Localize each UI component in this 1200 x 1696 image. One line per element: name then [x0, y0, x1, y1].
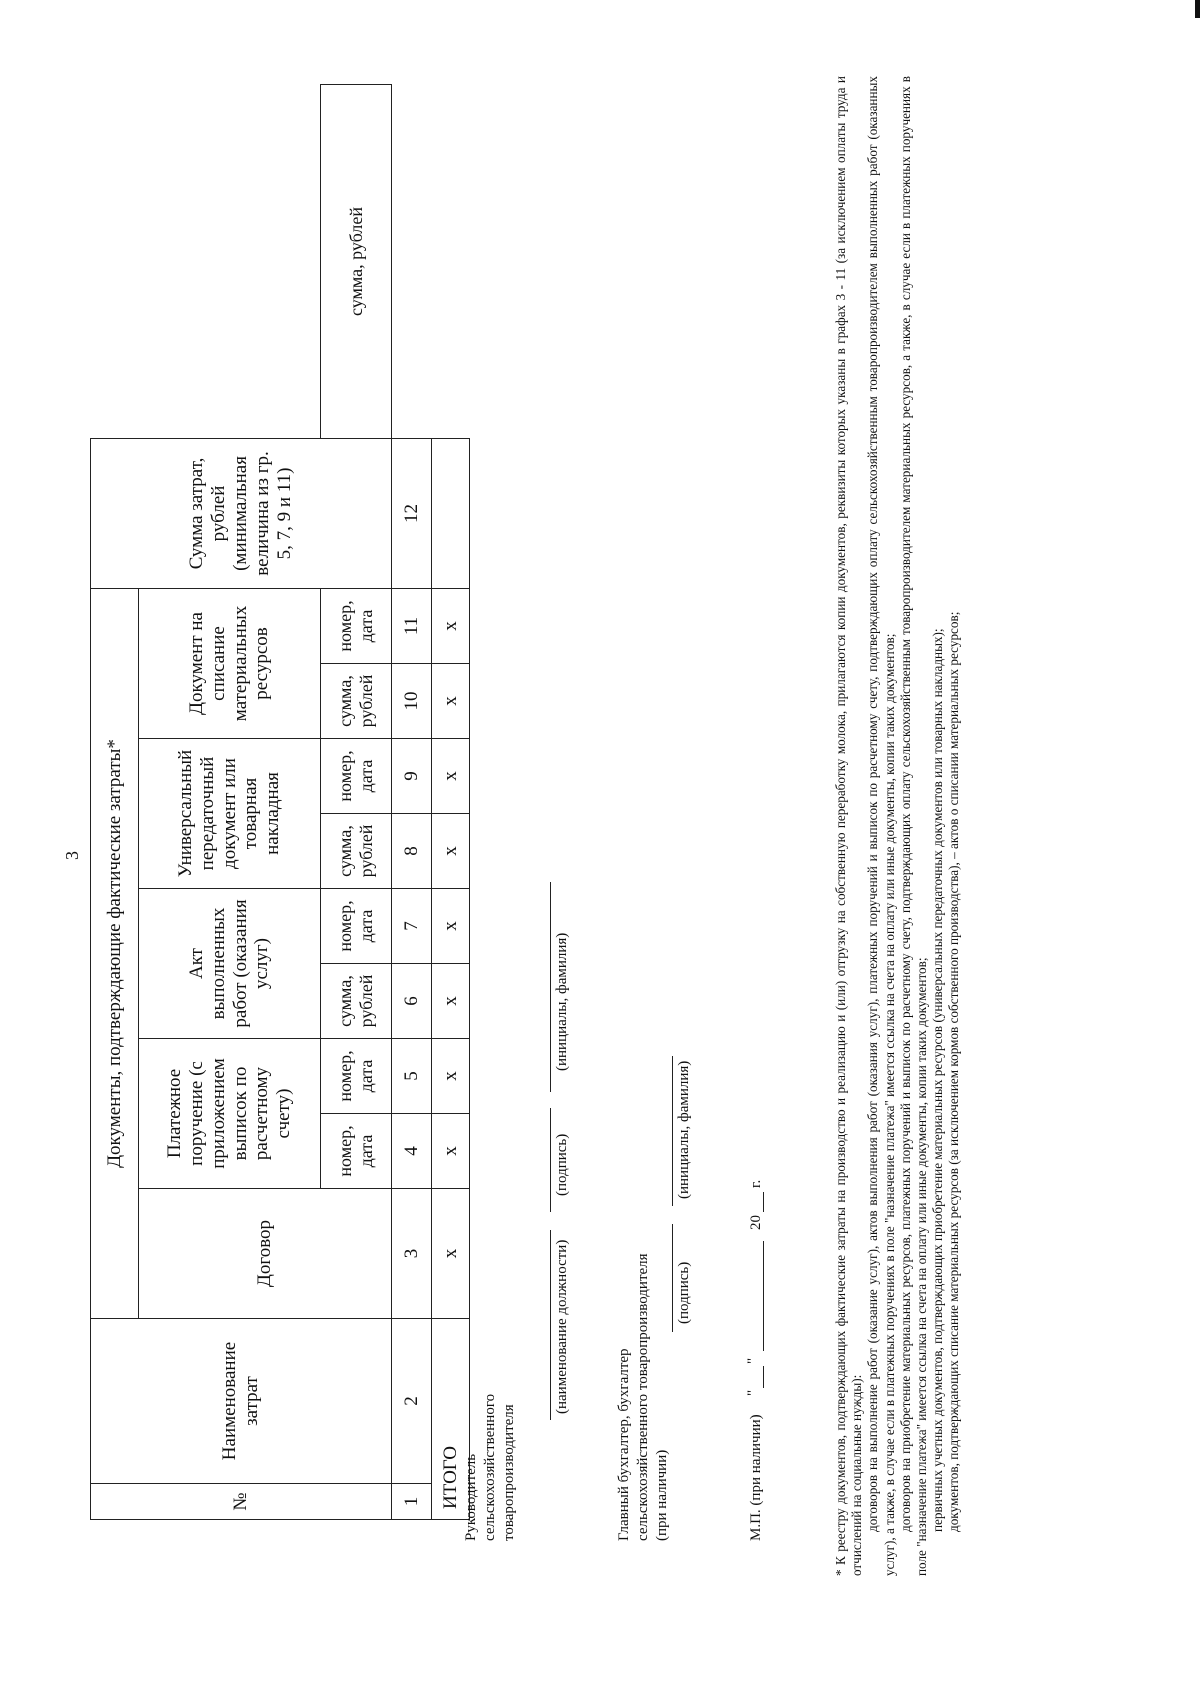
column-number: 7: [392, 889, 432, 964]
total-label: ИТОГО: [432, 1319, 470, 1520]
subheader-sum: сумма, рублей: [321, 85, 392, 439]
accountant-signature-caption: (подпись): [676, 1261, 692, 1324]
column-number: 12: [392, 438, 432, 588]
header-contract: Договор: [139, 1189, 392, 1319]
column-number: 4: [392, 1114, 432, 1189]
date-year-suffix: г.: [748, 1179, 764, 1188]
column-number: 6: [392, 964, 432, 1039]
header-number: №: [91, 1484, 392, 1520]
cell-x: х: [432, 1039, 470, 1114]
subheader-num-date: номер, дата: [321, 889, 392, 964]
column-number: 10: [392, 664, 432, 739]
accountant-label: Главный бухгалтер, бухгалтер сельскохозяйственного товаропроизводителя (при наличии): [616, 1253, 670, 1541]
footnote-paragraph: договоров на приобретение материальных ресурсов, платежных поручений и выписок по расчетному счету, подтверждающих оплату сельскохозяйственным товаропроизводителем материальных ресурсов, а также, в случае если в платежных поручениях в поле "назначение платежа" имеется ссылка на счета на оплату или иные документы, копии таких документов;: [897, 76, 930, 1576]
header-writeoff-document: Документ на списание материальных ресурсов: [139, 588, 321, 738]
column-number: 1: [392, 1484, 432, 1520]
initials-caption: (инициалы, фамилия): [554, 932, 570, 1071]
page-number: 3: [62, 851, 82, 860]
header-group-documents: Документы, подтверждающие фактические затраты*: [91, 588, 139, 1318]
accountant-initials-line: [672, 1056, 673, 1206]
column-number: 5: [392, 1039, 432, 1114]
column-number: 8: [392, 814, 432, 889]
column-number: 9: [392, 739, 432, 814]
position-caption: (наименование должности): [554, 1239, 570, 1414]
subheader-contract-num-date: номер, дата: [321, 1114, 392, 1189]
date-day-line: [763, 1366, 764, 1388]
head-label: Руководитель сельскохозяйственного товаропроизводителя: [463, 1393, 517, 1541]
mp-label: М.П. (при наличии): [748, 1414, 764, 1541]
subheader-num-date: номер, дата: [321, 739, 392, 814]
header-payment-order: Платежное поручение (с приложением выписок по расчетному счету): [139, 1039, 321, 1189]
total-row: [432, 85, 470, 1520]
cell-x: х: [432, 1114, 470, 1189]
cell-x: х: [432, 889, 470, 964]
cell-x: х: [432, 814, 470, 889]
subheader-sum: сумма, рублей: [321, 814, 392, 889]
date-year-prefix: 20: [748, 1215, 764, 1230]
initials-line: [550, 882, 551, 1092]
accountant-signature-line: [672, 1224, 673, 1332]
cell-x: х: [432, 664, 470, 739]
header-work-act: Акт выполненных работ (оказания услуг): [139, 889, 321, 1039]
subheader-num-date: номер, дата: [321, 588, 392, 663]
header-transfer-document: Универсальный передаточный документ или товарная накладная: [139, 739, 321, 889]
position-line: [550, 1230, 551, 1420]
date-month-line: [763, 1241, 764, 1351]
column-number: 3: [392, 1189, 432, 1319]
footnote-paragraph: * К реестру документов, подтверждающих фактические затраты на производство и реализацию и (или) отгрузку на собственную переработку молока, прилагаются копии документов, реквизиты которых указаны в графах 3 - 11 (за исключением оплаты труда и отчислений на социальные нужды):: [833, 76, 865, 1576]
accountant-initials-caption: (инициалы, фамилия): [676, 1060, 692, 1199]
subheader-num-date: номер, дата: [321, 1039, 392, 1114]
cost-documents-table: [90, 84, 470, 1520]
footnote-paragraph: первичных учетных документов, подтверждающих приобретение материальных ресурсов (универсальных передаточных документов или товарных накладных);: [930, 628, 946, 1532]
column-number: 11: [392, 588, 432, 663]
signature-line: [550, 1108, 551, 1212]
column-number: 2: [392, 1319, 432, 1484]
date-quote-open: ": [745, 1389, 761, 1396]
subheader-sum: сумма, рублей: [321, 964, 392, 1039]
cell-x: х: [432, 739, 470, 814]
header-cost-sum: Сумма затрат, рублей (минимальная величина из гр. 5, 7, 9 и 11): [91, 438, 392, 588]
signature-caption: (подпись): [554, 1133, 570, 1196]
cell-x: х: [432, 1189, 470, 1319]
footnote-paragraph: документов, подтверждающих списание материальных ресурсов (за исключением кормов собственного производства), – актов о списании материальных ресурсов;: [946, 611, 962, 1532]
subheader-sum: сумма, рублей: [321, 664, 392, 739]
footnote-paragraph: договоров на выполнение работ (оказание услуг), актов выполнения работ (оказания услуг), платежных поручений и выписок по расчетному счету, подтверждающих оплату сельскохозяйственным товаропроизводителем выполненных работ (оказанных услуг), а также, в случае если в платежных поручениях в поле "назначение платежа" имеется ссылка на счета на оплату или иные документы, копии таких документов;: [865, 76, 897, 1576]
header-cost-name: Наименование затрат: [91, 1319, 392, 1484]
date-year-line: [763, 1192, 764, 1212]
cell-x: х: [432, 588, 470, 663]
total-sum-cell: [432, 438, 470, 588]
footnote: [833, 76, 963, 1576]
column-numbers-row: [392, 85, 432, 1520]
date-quote-close: ": [745, 1357, 761, 1364]
cell-x: х: [432, 964, 470, 1039]
